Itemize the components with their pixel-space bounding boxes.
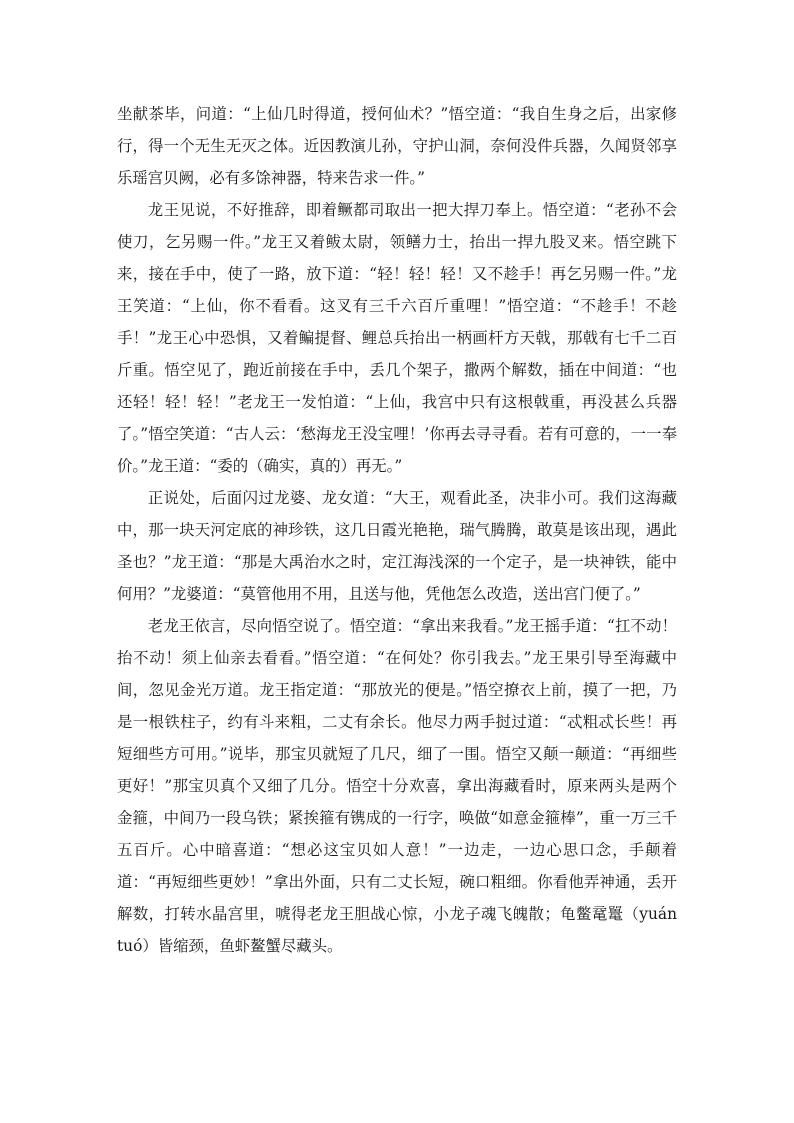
paragraph-4: 老龙王依言，尽向悟空说了。悟空道：“拿出来我看。”龙王摇手道：“扛不动！抬不动！须上仙亲去看看。”悟空道：“在何处？你引我去。”龙王果引导至海藏中间，忽见金光万道。龙王指定道：“那放光的便是。”悟空撩衣上前，摸了一把，乃是一根铁柱子，约有斗来粗，二丈有余长。他尽力两手挝过道：“忒粗忒长些！再短细些方可用。”说毕，那宝贝就短了几尺，细了一围。悟空又颠一颠道：“再细些更好！”那宝贝真个又细了几分。悟空十分欢喜，拿出海藏看时，原来两头是两个金箍，中间乃一段乌铁；紧挨箍有镌成的一行字，唤做“如意金箍棒”，重一万三千五百斤。心中暗喜道：“想必这宝贝如人意！”一边走，一边心思口念，手颠着道：“再短细些更妙！”拿出外面，只有二丈长短，碗口粗细。你看他弄神通，丢开解数，打转水晶宫里，唬得老龙王胆战心惊，小龙子魂飞魄散；龟鳖鼋鼍（yuán tuó）皆缩颈，鱼虾鳌蟹尽藏头。 xyxy=(117,617,677,955)
document-page xyxy=(117,98,677,962)
paragraph-2: 龙王见说，不好推辞，即着鳜都司取出一把大捍刀奉上。悟空道：“老孙不会使刀，乞另赐一件。”龙王又着鲅太尉，领鳝力士，抬出一捍九股叉来。悟空跳下来，接在手中，使了一路，放下道：“轻！轻！轻！又不趁手！再乞另赐一件。”龙王笑道：“上仙，你不看看。这叉有三千六百斤重哩！”悟空道：“不趁手！不趁手！”龙王心中恐惧，又着鳊提督、鲤总兵抬出一柄画杆方天戟，那戟有七千二百斤重。悟空见了，跑近前接在手中，丢几个架子，撒两个解数，插在中间道：“也还轻！轻！轻！”老龙王一发怕道：“上仙，我宫中只有这根戟重，再没甚么兵器了。”悟空笑道：“古人云：‘愁海龙王没宝哩！’你再去寻寻看。若有可意的，一一奉价。”龙王道：“委的（确实，真的）再无。” xyxy=(117,201,677,475)
paragraph-3: 正说处，后面闪过龙婆、龙女道：“大王，观看此圣，决非小可。我们这海藏中，那一块天河定底的神珍铁，这几日霞光艳艳，瑞气腾腾，敢莫是该出现，遇此圣也？”龙王道：“那是大禹治水之时，定江海浅深的一个定子，是一块神铁，能中何用？”龙婆道：“莫管他用不用，且送与他，凭他怎么改造，送出宫门便了。” xyxy=(117,489,677,603)
paragraph-1: 坐献茶毕，问道：“上仙几时得道，授何仙术？”悟空道：“我自生身之后，出家修行，得一个无生无灭之体。近因教演儿孙，守护山洞，奈何没件兵器，久闻贤邻享乐瑶宫贝阙，必有多馀神器，特来告求一件。” xyxy=(117,105,677,187)
